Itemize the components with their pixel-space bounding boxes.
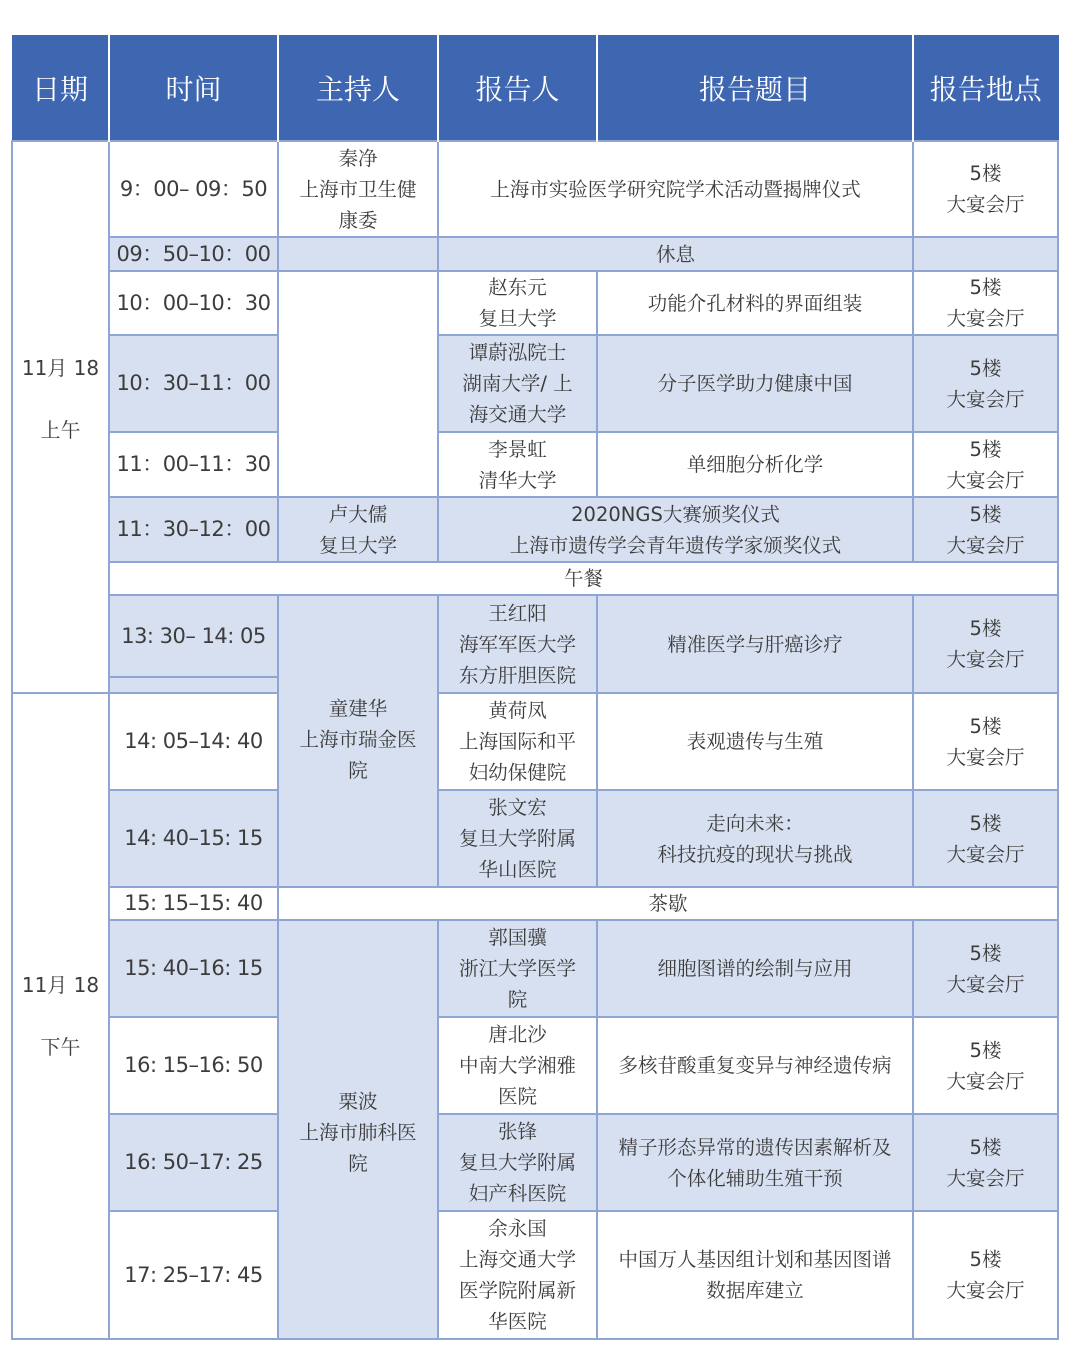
location-cell: 5楼 大宴会厅 <box>913 141 1058 237</box>
topic-cell: 多核苷酸重复变异与神经遗传病 <box>597 1017 913 1114</box>
location-cell <box>913 237 1058 271</box>
speaker-cell: 谭蔚泓院士 湖南大学/ 上 海交通大学 <box>438 335 597 432</box>
header-date: 日期 <box>12 35 109 141</box>
topic-cell: 表观遗传与生殖 <box>597 693 913 790</box>
schedule-table <box>11 35 1059 1340</box>
time-cell: 09：50–10：00 <box>109 237 278 271</box>
location-cell: 5楼 大宴会厅 <box>913 790 1058 887</box>
topic-cell: 分子医学助力健康中国 <box>597 335 913 432</box>
date-cell-morning: 11月 18 上午 <box>12 141 109 693</box>
header-topic: 报告题目 <box>597 35 913 141</box>
topic-cell: 精准医学与肝癌诊疗 <box>597 595 913 693</box>
time-cell: 17: 25–17: 45 <box>109 1211 278 1339</box>
table-row <box>12 497 1058 562</box>
location-cell: 5楼 大宴会厅 <box>913 335 1058 432</box>
header-time: 时间 <box>109 35 278 141</box>
location-cell: 5楼 大宴会厅 <box>913 1211 1058 1339</box>
host-cell: 栗波 上海市肺科医 院 <box>278 920 438 1339</box>
table-row <box>12 335 1058 432</box>
location-cell: 5楼 大宴会厅 <box>913 693 1058 790</box>
topic-cell: 细胞图谱的绘制与应用 <box>597 920 913 1017</box>
topic-cell: 中国万人基因组计划和基因图谱 数据库建立 <box>597 1211 913 1339</box>
host-cell: 童建华 上海市瑞金医 院 <box>278 595 438 887</box>
host-cell: 卢大儒 复旦大学 <box>278 497 438 562</box>
location-cell: 5楼 大宴会厅 <box>913 1017 1058 1114</box>
time-cell: 11：30–12：00 <box>109 497 278 562</box>
tea-break-cell: 茶歇 <box>278 887 1058 920</box>
location-cell: 5楼 大宴会厅 <box>913 271 1058 335</box>
table-row <box>12 693 1058 790</box>
table-row <box>12 920 1058 1017</box>
table-row <box>12 790 1058 887</box>
header-location: 报告地点 <box>913 35 1058 141</box>
topic-cell: 2020NGS大赛颁奖仪式 上海市遗传学会青年遗传学家颁奖仪式 <box>438 497 913 562</box>
table-row <box>12 1017 1058 1114</box>
speaker-cell: 郭国骥 浙江大学医学 院 <box>438 920 597 1017</box>
location-cell: 5楼 大宴会厅 <box>913 497 1058 562</box>
time-cell: 10：30–11：00 <box>109 335 278 432</box>
speaker-cell: 黄荷凤 上海国际和平 妇幼保健院 <box>438 693 597 790</box>
table-row <box>12 237 1058 271</box>
lunch-cell: 午餐 <box>109 562 1058 595</box>
table-row <box>12 432 1058 497</box>
table-row <box>12 595 1058 677</box>
time-cell <box>109 677 278 693</box>
topic-cell: 精子形态异常的遗传因素解析及 个体化辅助生殖干预 <box>597 1114 913 1211</box>
location-cell: 5楼 大宴会厅 <box>913 1114 1058 1211</box>
topic-cell: 走向未来： 科技抗疫的现状与挑战 <box>597 790 913 887</box>
location-cell: 5楼 大宴会厅 <box>913 920 1058 1017</box>
host-cell <box>278 237 438 271</box>
speaker-cell: 赵东元 复旦大学 <box>438 271 597 335</box>
time-cell: 11：00–11：30 <box>109 432 278 497</box>
topic-cell: 上海市实验医学研究院学术活动暨揭牌仪式 <box>438 141 913 237</box>
host-cell <box>278 271 438 497</box>
header-row <box>12 35 1058 141</box>
header-host: 主持人 <box>278 35 438 141</box>
time-cell: 9：00– 09：50 <box>109 141 278 237</box>
time-cell: 14: 05–14: 40 <box>109 693 278 790</box>
location-cell: 5楼 大宴会厅 <box>913 432 1058 497</box>
table-row <box>12 1211 1058 1339</box>
time-cell: 13: 30– 14: 05 <box>109 595 278 677</box>
speaker-cell: 余永国 上海交通大学 医学院附属新 华医院 <box>438 1211 597 1339</box>
time-cell: 14: 40–15: 15 <box>109 790 278 887</box>
table-row <box>12 141 1058 237</box>
time-cell: 10：00–10：30 <box>109 271 278 335</box>
table-row <box>12 562 1058 595</box>
time-cell: 15: 40–16: 15 <box>109 920 278 1017</box>
speaker-cell: 李景虹 清华大学 <box>438 432 597 497</box>
speaker-cell: 王红阳 海军军医大学 东方肝胆医院 <box>438 595 597 693</box>
topic-cell: 功能介孔材料的界面组装 <box>597 271 913 335</box>
speaker-cell: 张文宏 复旦大学附属 华山医院 <box>438 790 597 887</box>
time-cell: 16: 50–17: 25 <box>109 1114 278 1211</box>
table-row <box>12 887 1058 920</box>
topic-cell: 单细胞分析化学 <box>597 432 913 497</box>
header-speaker: 报告人 <box>438 35 597 141</box>
time-cell: 15: 15–15: 40 <box>109 887 278 920</box>
table-row <box>12 1114 1058 1211</box>
location-cell: 5楼 大宴会厅 <box>913 595 1058 693</box>
host-cell: 秦净 上海市卫生健 康委 <box>278 141 438 237</box>
topic-cell: 休息 <box>438 237 913 271</box>
speaker-cell: 张锋 复旦大学附属 妇产科医院 <box>438 1114 597 1211</box>
speaker-cell: 唐北沙 中南大学湘雅 医院 <box>438 1017 597 1114</box>
time-cell: 16: 15–16: 50 <box>109 1017 278 1114</box>
date-cell-afternoon: 11月 18 下午 <box>12 693 109 1339</box>
table-row <box>12 271 1058 335</box>
